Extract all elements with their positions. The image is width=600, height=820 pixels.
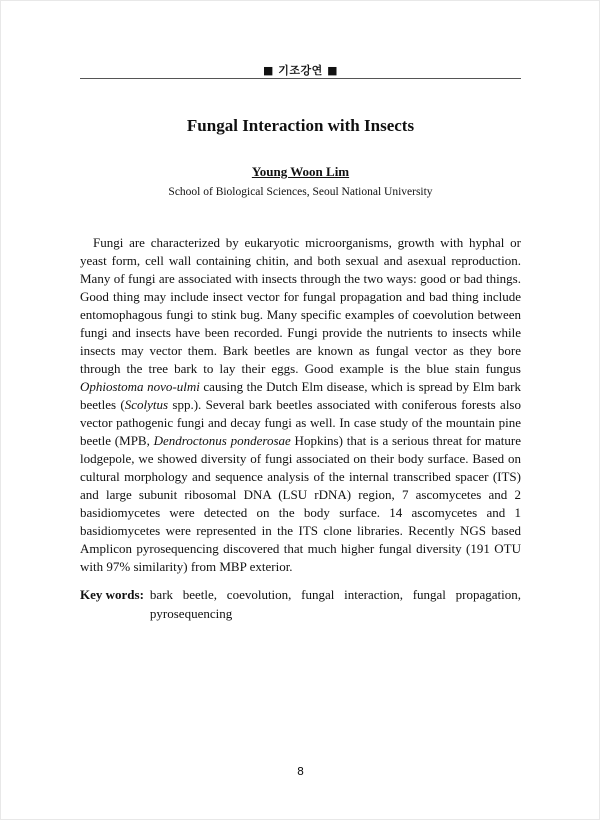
abstract-text-4: Hopkins) that is a serious threat for mature lodgepole, we showed diversity of fungi associated on their body surface. Based on cultural morphology and sequence analysis of the internal transcribed spacer (ITS) and large subunit ribosomal DNA (LSU rDNA) region, 7 ascomycetes and 2 basidiomycetes were detected on the body surface. 14 ascomycetes and 1 basidiomycetes were represented in the ITS clone libraries. Recently NGS based Amplicon pyrosequencing discovered that much higher fungal diversity (191 OTU with 97% similarity) from MBP exterior. xyxy=(80,433,522,574)
species-name-ophiostoma: Ophiostoma novo-ulmi xyxy=(80,379,200,394)
genus-name-scolytus: Scolytus xyxy=(124,397,169,412)
abstract-paragraph xyxy=(80,234,521,576)
paper-title: Fungal Interaction with Insects xyxy=(186,116,415,135)
section-header: ■ 기조강연 ■ xyxy=(263,64,338,77)
abstract-text-3: spp.). Several bark beetles associated with coniferous forests also vector pathogenic fungi and decay fungi as well. In case study of the mountain pine beetle (MPB, xyxy=(80,397,521,448)
header-rule xyxy=(80,78,521,79)
abstract-text-2: causing the Dutch Elm disease, which is spread by Elm bark beetles ( xyxy=(80,379,521,412)
page-number: 8 xyxy=(297,765,304,778)
species-name-dendroctonus: Dendroctonus ponderosae xyxy=(153,433,291,448)
keywords-label: Key words: xyxy=(80,587,144,602)
keywords-block xyxy=(80,586,521,623)
author-name xyxy=(80,164,521,180)
abstract-text-1: Fungi are characterized by eukaryotic microorganisms, growth with hyphal or yeast form, cell wall containing chitin, and both sexual and asexual reproduction. Many of fungi are associated with insects through the two ways: good or bad things. Good thing may include insect vector for fungal propagation and bad thing include entomophagous fungi to stink bug. Many specific examples of coevolution between fungi and insects have been recorded. Fungi provide the nutrients to insects while insects may vector them. Bark beetles are known as fungal vector as they bore through the tree bark to lay their eggs. Good example is the blue stain fungus xyxy=(80,235,521,376)
author-name-text: Young Woon Lim xyxy=(251,164,350,179)
keywords-text: bark beetle, coevolution, fungal interaction, fungal propagation, pyrosequencing xyxy=(149,587,521,621)
author-affiliation: School of Biological Sciences, Seoul National University xyxy=(168,186,433,198)
